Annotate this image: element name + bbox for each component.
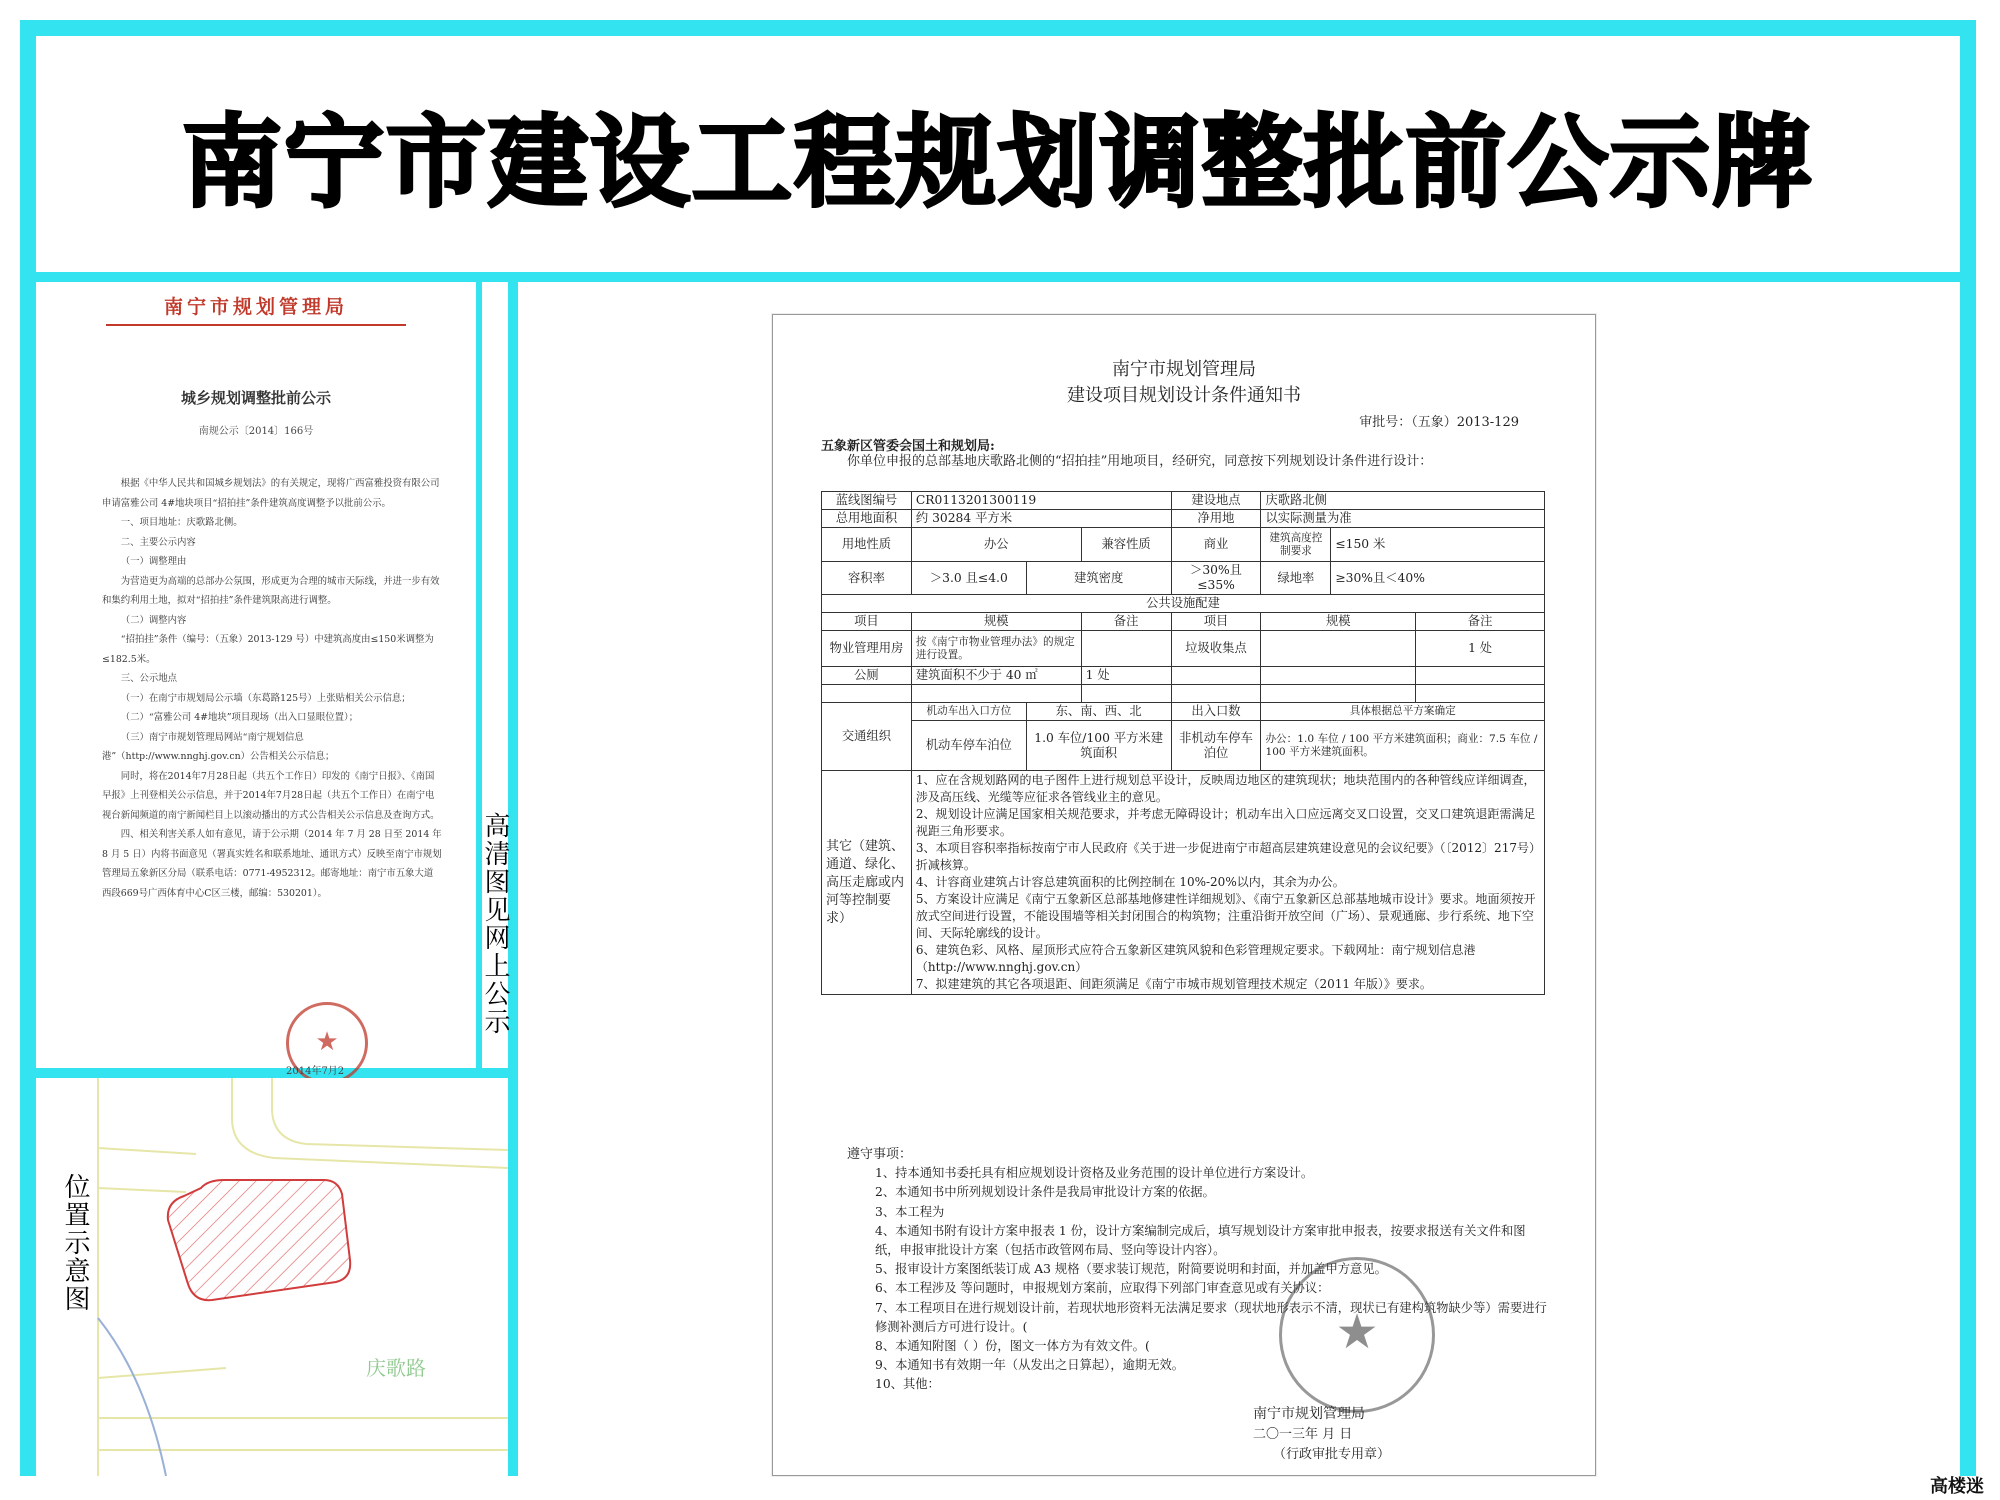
notice-org: 南宁市规划管理局 (1112, 359, 1256, 380)
table-cell: 非机动车停车泊位 (1171, 721, 1261, 771)
table-row (822, 721, 1545, 771)
requirement-item: 7、拟建建筑的其它各项退距、间距须满足《南宁市城市规划管理技术规定（2011 年版）》要求。 (915, 977, 1432, 991)
table-cell: 建筑高度控制要求 (1261, 528, 1331, 562)
table-row (822, 613, 1545, 631)
table-cell: 机动车停车泊位 (911, 721, 1026, 771)
paragraph: （一）调整理由 (120, 556, 187, 567)
table-cell: ＞30%且≤35% (1171, 562, 1261, 595)
table-cell: 建筑密度 (1026, 562, 1171, 595)
table-cell: ≤150 米 (1331, 528, 1545, 562)
road-label: 庆歌路 (366, 1356, 426, 1380)
table-cell: 1 处 (1416, 631, 1545, 667)
note-item: 9、本通知书有效期一年（从发出之日算起），逾期无效。 (875, 1358, 1185, 1373)
note-item: 10、其他： (875, 1377, 940, 1392)
red-divider (106, 324, 406, 326)
table-cell: 出入口数 (1171, 703, 1261, 721)
hd-online-label: 高清图见网上公示 (480, 812, 510, 1036)
table-cell: 用地性质 (822, 528, 912, 562)
project-site (168, 1180, 350, 1300)
table-cell: 1 处 (1081, 667, 1171, 685)
table-row (822, 703, 1545, 721)
table-cell: 办公 (911, 528, 1081, 562)
notice-title: 建设项目规划设计条件通知书 (1067, 385, 1301, 406)
document-header: 南宁市规划管理局 (163, 296, 348, 318)
table-row (822, 528, 1545, 562)
table-row (822, 562, 1545, 595)
table-cell: 商业 (1171, 528, 1261, 562)
requirement-item: 2、规划设计应满足国家相关规范要求，并考虑无障碍设计；机动车出入口应远离交叉口设置，交叉口建筑退距需满足视距三角形要求。 (915, 807, 1536, 838)
table-cell: 建筑面积不少于 40 ㎡ (911, 667, 1081, 685)
planning-notice (772, 314, 1596, 1476)
column-header: 备注 (1081, 613, 1171, 631)
table-cell: 物业管理用房 (822, 631, 912, 667)
document-number: 南规公示〔2014〕166号 (198, 426, 314, 437)
river-line (98, 1318, 166, 1476)
paragraph: 为营造更为高端的总部办公氛围，形成更为合理的城市天际线，并进一步有效和集约利用土地，拟对“招拍挂”条件建筑限高进行调整。 (102, 575, 440, 606)
requirement-item: 5、方案设计应满足《南宁五象新区总部基地修建性详细规划》、《南宁五象新区总部基地城市设计》要求。地面须按开放式空间进行设置，不能设围墙等相关封闭围合的构筑物；注重沿街开放空间（广场）、景观通廊、步行系统、地下空间、天际轮廓线的设计。 (915, 892, 1536, 940)
note-item: 2、本通知书中所列规划设计条件是我局审批设计方案的依据。 (875, 1185, 1215, 1200)
publicity-document (36, 282, 476, 1077)
table-cell: 净用地 (1171, 510, 1261, 528)
notes-heading: 遵守事项： (847, 1147, 913, 1162)
note-item: 7、本工程项目在进行规划设计前，若现状地形资料无法满足要求（现状地形表示不清，现状已有建构筑物缺少等）需要进行修测补测后方可进行设计。( (875, 1300, 1547, 1334)
table-cell: 约 30284 平方米 (911, 510, 1171, 528)
others-requirements (911, 771, 1544, 995)
site-watermark: 高楼迷 (1930, 1476, 1984, 1497)
table-cell: ≥30%且＜40% (1331, 562, 1545, 595)
board-title: 南宁市建设工程规划调整批前公示牌 (182, 104, 1814, 221)
column-header: 规模 (1261, 613, 1416, 631)
table-cell: 容积率 (822, 562, 912, 595)
table-cell: 总用地面积 (822, 510, 912, 528)
note-item: 8、本通知附图（ ）份，图文一体方为有效文件。( (875, 1339, 1150, 1354)
seal-caption: （行政审批专用章） (1273, 1447, 1391, 1462)
column-header: 项目 (1171, 613, 1261, 631)
table-cell: 兼容性质 (1081, 528, 1171, 562)
table-row (822, 492, 1545, 510)
table-row (822, 510, 1545, 528)
others-label: 其它（建筑、通道、绿化、高压走廊或内河等控制要求） (822, 771, 912, 995)
table-cell: 按《南宁市物业管理办法》的规定进行设置。 (911, 631, 1081, 667)
table-cell: 庆歌路北侧 (1261, 492, 1545, 510)
table-cell (1261, 667, 1416, 685)
requirement-item: 3、本项目容积率指标按南宁市人民政府《关于进一步促进南宁市超高层建筑建设意见的会议纪要》（〔2012〕217号）折减核算。 (915, 841, 1535, 872)
notice-board (20, 20, 1976, 1476)
side-label-panel (482, 282, 508, 1068)
signing-org: 南宁市规划管理局 (1253, 1406, 1365, 1422)
star-icon: ★ (315, 1027, 339, 1057)
table-cell: 建设地点 (1171, 492, 1261, 510)
addressee: 五象新区管委会国土和规划局: (821, 439, 995, 454)
table-cell: 1.0 车位/100 平方米建筑面积 (1026, 721, 1171, 771)
table-cell (1261, 631, 1416, 667)
table-row (822, 631, 1545, 667)
map-title: 位置示意图 (60, 1173, 90, 1313)
note-item: 4、本通知书附有设计方案申报表 1 份，设计方案编制完成后，填写规划设计方案审批申报表，按要求报送有关文件和图纸，申报审批设计方案（包括市政管网布局、竖向等设计内容）。 (875, 1223, 1526, 1258)
table-cell (1081, 631, 1171, 667)
document-title: 城乡规划调整批前公示 (180, 389, 331, 407)
paragraph: （一）在南宁市规划局公示墙（东葛路125号）上张贴相关公示信息； (120, 692, 411, 704)
note-item: 5、报审设计方案图纸装订成 A3 规格（要求装订规范，附简要说明和封面，并加盖甲方意见。 (875, 1262, 1387, 1277)
conditions-table (821, 491, 1545, 995)
table-row (822, 771, 1545, 995)
requirement-item: 4、计容商业建筑占计容总建筑面积的比例控制在 10%-20%以内，其余为办公。 (915, 875, 1345, 889)
note-item: 6、本工程涉及 等问题时，申报规划方案前，应取得下列部门审查意见或有关协议： (875, 1281, 1330, 1296)
table-cell: 公厕 (822, 667, 912, 685)
star-icon: ★ (1335, 1304, 1379, 1360)
paragraph: 四、相关利害关系人如有意见，请于公示期（2014 年 7 月 28 日至 2014 年 8 月 5 日）内将书面意见（署真实姓名和联系地址、通讯方式）反映至南宁市规划管理局五象新区分局（联系电话：0771-4952312。邮寄地址：南宁市五象大道西段669号广西体育中心C区三楼，邮编：530201）。 (102, 829, 442, 899)
table-cell (1171, 667, 1261, 685)
document-body (102, 474, 442, 903)
table-row (822, 595, 1545, 613)
table-cell: 具体根据总平方案确定 (1261, 703, 1545, 721)
location-map (36, 1078, 508, 1476)
column-header: 备注 (1416, 613, 1545, 631)
paragraph: 同时，将在2014年7月28日起（共五个工作日）印发的《南宁日报》、《南国早报》上刊登相关公示信息，并于2014年7月28日起（共五个工作日）在南宁电视台新闻频道的南宁新闻栏目上以滚动播出的方式公告相关公示信息及查询方式。 (102, 770, 440, 821)
paragraph: “招拍挂”条件（编号：（五象）2013-129 号）中建筑高度由≤150米调整为≤182.5米。 (102, 634, 434, 665)
table-cell: 绿地率 (1261, 562, 1331, 595)
paragraph: （二）“富雅公司 4#地块”项目现场（出入口显眼位置）； (120, 712, 359, 723)
notice-intro: 你单位申报的总部基地庆歌路北侧的“招拍挂”用地项目，经研究，同意按下列规划设计条件进行设计： (847, 454, 1433, 469)
title-panel (36, 36, 1960, 272)
table-cell: 东、南、西、北 (1026, 703, 1171, 721)
notice-panel (518, 282, 1960, 1476)
requirement-item: 6、建筑色彩、风格、屋顶形式应符合五象新区建筑风貌和色彩管理规定要求。下载网址：南宁规划信息港（http://www.nnghj.gov.cn） (915, 943, 1476, 974)
note-item: 1、持本通知书委托具有相应规划设计资格及业务范围的设计单位进行方案设计。 (875, 1166, 1314, 1181)
note-item: 3、本工程为 (875, 1204, 945, 1219)
paragraph: （二）调整内容 (120, 614, 187, 626)
table-cell (1416, 667, 1545, 685)
facilities-header: 公共设施配建 (822, 595, 1545, 613)
table-cell: 垃圾收集点 (1171, 631, 1261, 667)
signing-date: 二〇一三年 月 日 (1253, 1427, 1353, 1442)
table-cell: 机动车出入口方位 (911, 703, 1026, 721)
paragraph: 根据《中华人民共和国城乡规划法》的有关规定，现将广西富雅投资有限公司申请富雅公司 4#地块项目“招拍挂”条件建筑高度调整予以批前公示。 (102, 478, 440, 509)
requirement-item: 1、应在含规划路网的电子图件上进行规划总平设计，反映周边地区的建筑现状；地块范围内的各种管线应详细调查，涉及高压线、光缆等应征求各管线业主的意见。 (915, 773, 1536, 804)
document-date: 2014年7月2 (286, 1066, 345, 1077)
table-cell: ＞3.0 且≤4.0 (911, 562, 1026, 595)
table-cell: 以实际测量为准 (1261, 510, 1545, 528)
table-row (822, 667, 1545, 685)
paragraph: 一、项目地址：庆歌路北侧。 (120, 517, 243, 528)
column-header: 规模 (911, 613, 1081, 631)
approval-seal (1279, 1257, 1435, 1413)
approval-number: 审批号：（五象）2013-129 (1359, 415, 1519, 430)
paragraph: （三）南宁市规划管理局网站“南宁规划信息港”（http://www.nnghj.gov.cn）公告相关公示信息； (102, 731, 335, 762)
location-map-panel (36, 1078, 508, 1476)
table-row (822, 685, 1545, 703)
compliance-notes (847, 1145, 1547, 1395)
table-cell: CR0113201300119 (911, 492, 1171, 510)
traffic-label: 交通组织 (822, 703, 912, 771)
table-cell: 办公：1.0 车位 / 100 平方米建筑面积；商业：7.5 车位 / 100 平方米建筑面积。 (1261, 721, 1545, 771)
paragraph: 三、公示地点 (120, 673, 178, 684)
paragraph: 二、主要公示内容 (120, 536, 196, 548)
column-header: 项目 (822, 613, 912, 631)
table-cell: 蓝线图编号 (822, 492, 912, 510)
